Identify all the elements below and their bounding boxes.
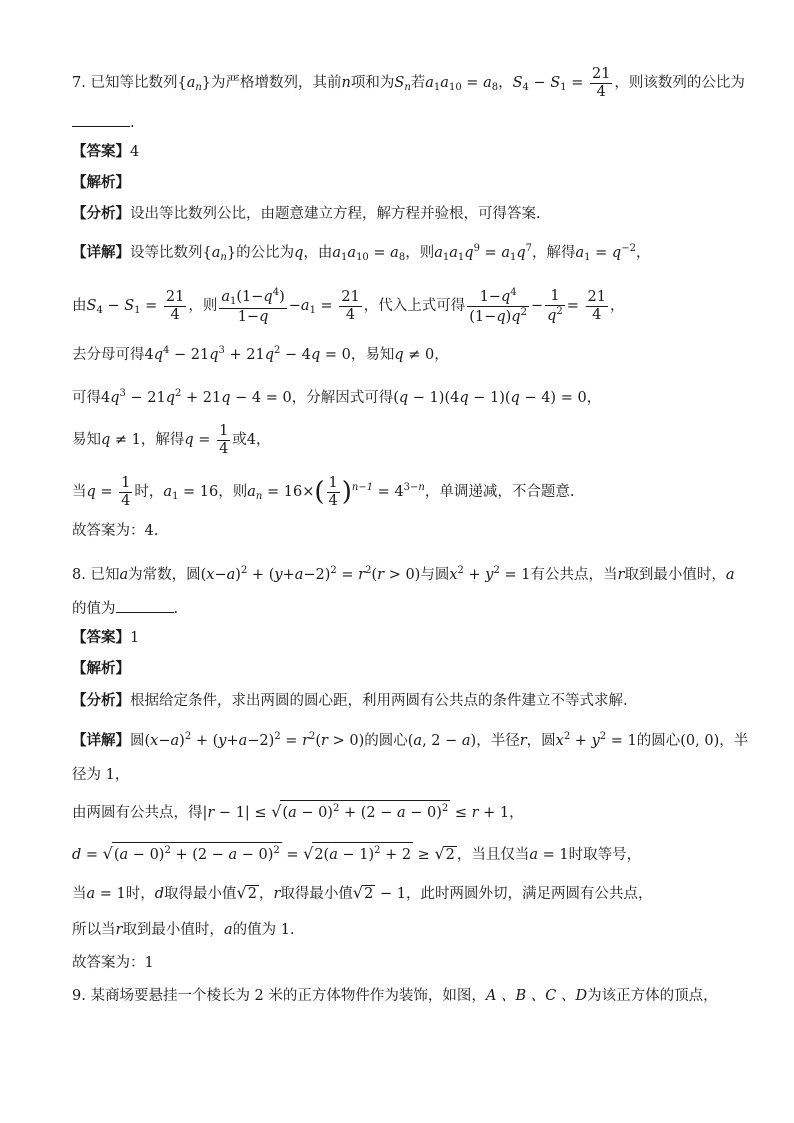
q7-analysis-tag: 【解析】 — [72, 174, 130, 191]
q7-detail-4: 可得$4q^3 - 21q^2 + 21q - 4 = 0$，分解因式可得(q − 1)(4q − 1)(q − 4) = 0， — [72, 388, 602, 406]
q8-detail-6: 所以当r取到最小值时，a的值为 1. — [72, 922, 295, 938]
q8-answer: 【答案】1 — [72, 629, 140, 646]
answer-blank — [116, 598, 174, 613]
q8-detail-1: 【详解】圆$(x-a)^2 + (y+a-2)^2 = r^2(r > 0)$的圆心(a, 2 − a)，半径r，圆$x^2 + y^2 = 1$的圆心(0, 0)，半 — [72, 731, 749, 749]
q8-line2: 的值为 . — [72, 598, 734, 620]
q8-detail-2: 径为 1， — [72, 767, 130, 783]
q8-analysis-tag: 【解析】 — [72, 660, 130, 677]
q7-conclusion: 故答案为：4. — [72, 523, 159, 539]
q8-conclusion: 故答案为：1 — [72, 955, 154, 971]
q7-answer: 【答案】4 — [72, 143, 140, 160]
q8-fenxi: 【分析】根据给定条件，求出两圆的圆心距，利用两圆有公共点的条件建立不等式求解. — [72, 692, 628, 709]
q8-line1: 8. 已知a为常数，圆$(x-a)^2 + (y+a-2)^2 = r^2(r > 0)$与圆$x^2 + y^2 = 1$有公共点，当r取到最小值时，a — [72, 565, 735, 583]
q7-detail-5: 易知q ≠ 1，解得q = $\frac{1}{4}$ 或4， — [72, 423, 271, 457]
q9-line1: 9. 某商场要悬挂一个棱长为 2 米的正方体物件作为装饰，如图，A 、B 、C 、D为该正方体的顶点， — [72, 988, 718, 1004]
q7-detail-6: 当q = $\frac{1}{4}$ 时，$a_1 = 16$，则$a_n = 16\times$( $\frac{1}{4}$ )$^{n-1} = 4^{3-n}$，单调递减，不合题意. — [72, 475, 575, 509]
q8-detail-5: 当a = 1时，d取得最小值√2 ，r取得最小值√2 − 1，此时两圆外切，满足两圆有公共点， — [72, 883, 653, 902]
q7-detail-1: 【详解】设等比数列$\{a_n\}$的公比为q，由$a_1a_{10} = a_8$，则$a_1a_1q^9 = a_1q^7$，解得$a_1 = q^{-2}$， — [72, 243, 651, 263]
q7-detail-3: 去分母可得$4q^4 - 21q^3 + 21q^2 - 4q = 0$，易知q ≠ 0， — [72, 345, 449, 363]
answer-blank — [72, 112, 130, 127]
q8-detail-3: 由两圆有公共点，得$|r - 1| \le √(a - 0)^2 + (2 - a - 0)^2 \le r + 1$， — [72, 802, 524, 821]
q8-detail-4: $d = √(a - 0)^2 + (2 - a - 0)^2 = √2(a - 1)^2 + 2 \ge √2$ ，当且仅当a = 1时取等号， — [72, 844, 642, 863]
q7-fenxi: 【分析】设出等比数列公比，由题意建立方程，解方程并验根，可得答案. — [72, 205, 541, 222]
q7-line1: 7. 已知等比数列$\{a_n\}$为严格增数列，其前n项和为$S_n$若$a_1a_{10} = a_8$，$S_4 - S_1$ = $\frac{21}{4}$ ，则该数列的公比为 — [72, 66, 745, 100]
q7-blank-line: . — [72, 112, 734, 134]
q7-detail-2: 由$S_4 - S_1$ = $\frac{21}{4}$ ，则 $\frac{a_1(1-q^4)}{1-q}$ $-a_1$ = $\frac{21}{4}$ ，代入上式可得 $\frac{1-q^4}{(1-q)q^2}$ − $\frac{1}{q^2}$ = $\frac{21}{4}$ ， — [72, 287, 625, 325]
